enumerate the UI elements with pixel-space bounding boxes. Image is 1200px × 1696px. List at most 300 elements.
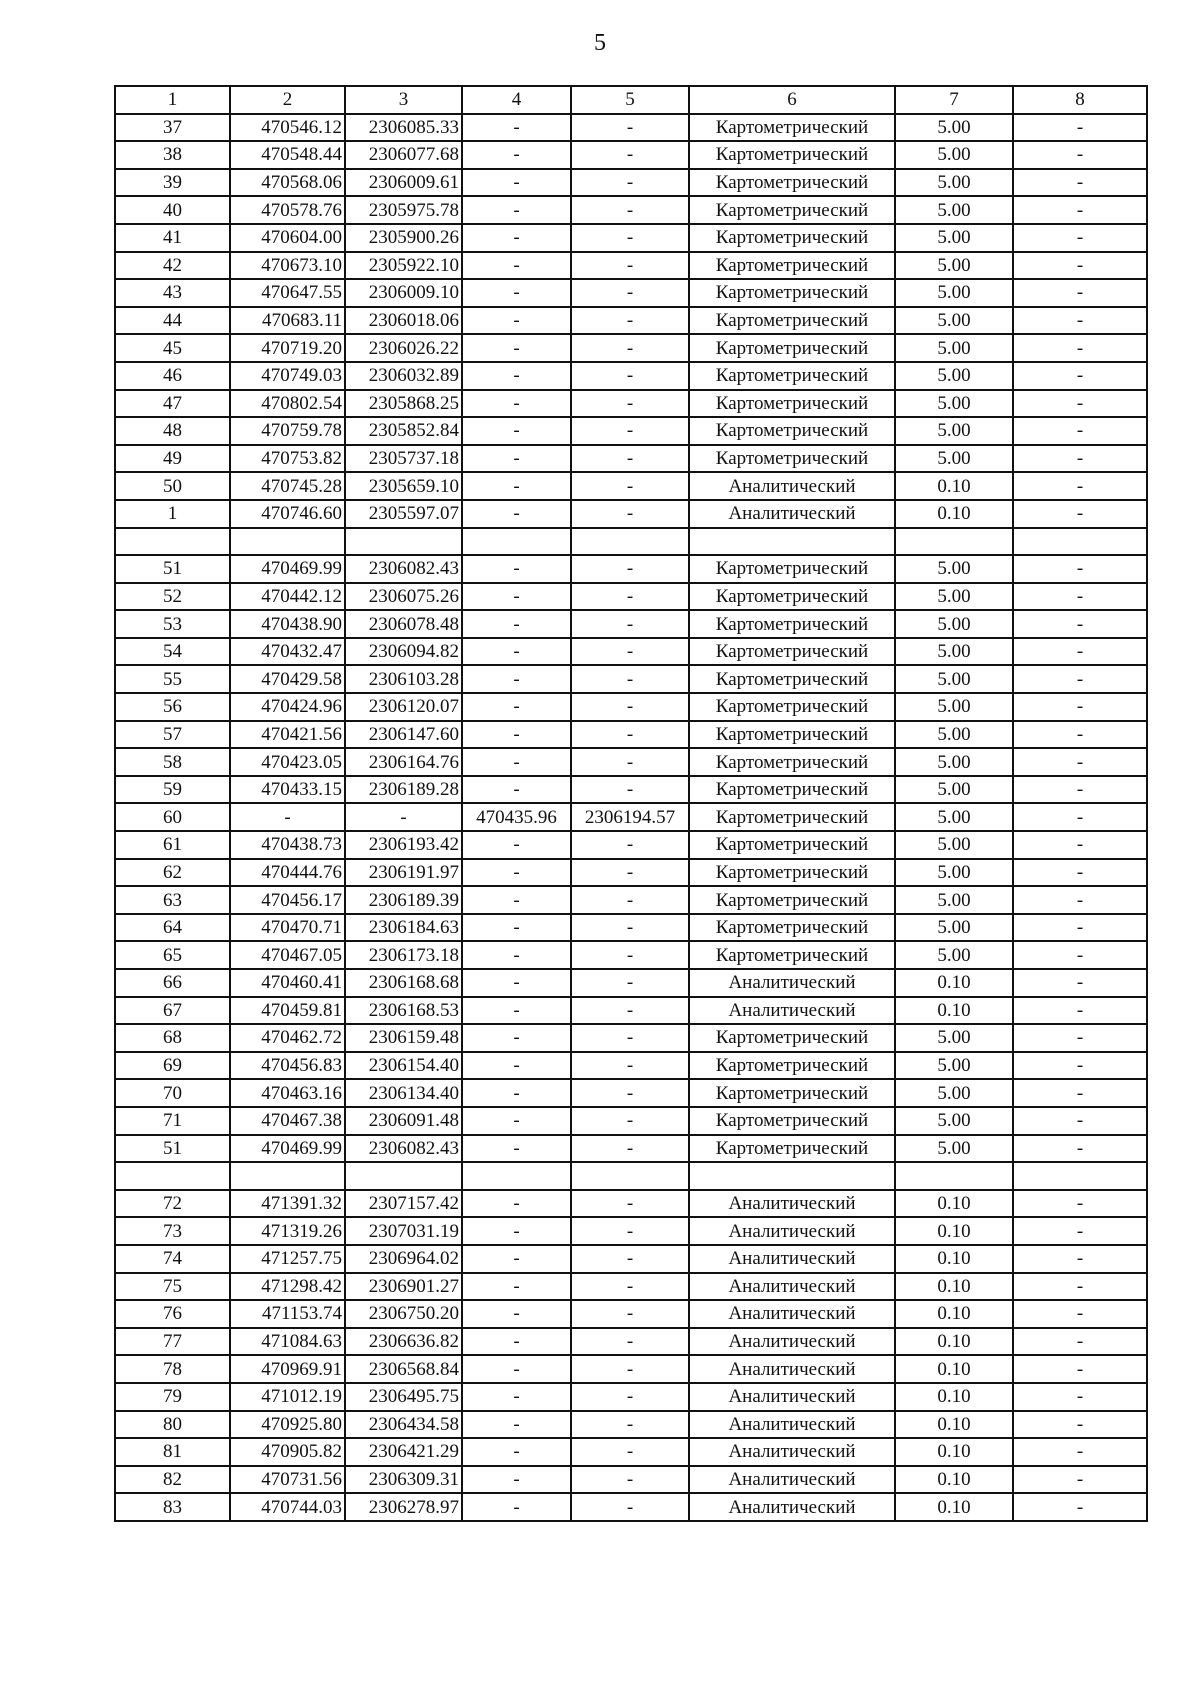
table-cell: 5.00 [895,1135,1013,1163]
table-cell: 2306082.43 [345,1135,462,1163]
table-cell: 56 [115,693,230,721]
table-cell: Картометрический [689,776,895,804]
table-cell: 470719.20 [230,334,345,362]
table-cell: - [1013,721,1147,749]
table-cell: - [571,1135,689,1163]
table-row [115,1466,1147,1494]
table-cell: - [571,1052,689,1080]
table-cell: 2306568.84 [345,1355,462,1383]
table-cell: - [571,279,689,307]
table-cell: 80 [115,1411,230,1439]
table-cell: 0.10 [895,1190,1013,1218]
table-cell: 37 [115,114,230,142]
table-cell: - [1013,997,1147,1025]
table-row [115,252,1147,280]
table-cell: 470746.60 [230,500,345,528]
table-cell: Картометрический [689,307,895,335]
table-cell: - [462,969,571,997]
table-cell: 2306901.27 [345,1273,462,1301]
table-cell: 470467.05 [230,941,345,969]
table-cell: Картометрический [689,665,895,693]
table-cell: Аналитический [689,969,895,997]
table-cell: 471084.63 [230,1328,345,1356]
table-cell: 470969.91 [230,1355,345,1383]
table-cell: - [571,362,689,390]
table-cell: 470442.12 [230,583,345,611]
table-row [115,1355,1147,1383]
table-cell: - [462,831,571,859]
table-cell: Картометрический [689,1107,895,1135]
table-cell: - [1013,1217,1147,1245]
table-cell: - [571,1466,689,1494]
table-header-row [115,86,1147,114]
table-cell: 49 [115,445,230,473]
table-cell: 471257.75 [230,1245,345,1273]
table-cell: 2306147.60 [345,721,462,749]
table-row [115,1217,1147,1245]
table-cell: - [1013,638,1147,666]
table-cell: - [1013,1190,1147,1218]
table-cell: Аналитический [689,1300,895,1328]
table-cell: - [1013,693,1147,721]
table-row [115,1493,1147,1521]
table-cell [1013,528,1147,556]
table-cell: 0.10 [895,1466,1013,1494]
table-cell: 5.00 [895,141,1013,169]
column-header: 7 [895,86,1013,114]
table-cell: 2306159.48 [345,1024,462,1052]
table-cell: 5.00 [895,610,1013,638]
table-row [115,1190,1147,1218]
table-cell: 5.00 [895,803,1013,831]
table-cell: Картометрический [689,941,895,969]
table-cell: 51 [115,555,230,583]
table-cell: 5.00 [895,445,1013,473]
table-cell: Аналитический [689,1493,895,1521]
table-cell: - [571,748,689,776]
table-cell: 1 [115,500,230,528]
table-cell: 2306085.33 [345,114,462,142]
table-cell: - [462,1438,571,1466]
table-cell: 2306009.10 [345,279,462,307]
table-cell: - [462,279,571,307]
table-row [115,334,1147,362]
table-cell: - [462,1466,571,1494]
table-cell: 64 [115,914,230,942]
table-cell: 48 [115,417,230,445]
table-cell: - [462,169,571,197]
table-cell: 0.10 [895,1273,1013,1301]
table-row [115,997,1147,1025]
table-cell: - [1013,196,1147,224]
table-row [115,196,1147,224]
table-cell: 2306164.76 [345,748,462,776]
table-cell: 471319.26 [230,1217,345,1245]
table-cell: 0.10 [895,1328,1013,1356]
table-cell: - [462,1411,571,1439]
table-cell: 470469.99 [230,555,345,583]
table-cell: 2306094.82 [345,638,462,666]
table-cell: 2306636.82 [345,1328,462,1356]
table-cell: - [571,1107,689,1135]
table-cell: 5.00 [895,1024,1013,1052]
table-cell: Картометрический [689,169,895,197]
table-cell: - [462,1052,571,1080]
table-cell: 2305868.25 [345,390,462,418]
table-cell: 470456.83 [230,1052,345,1080]
table-cell: 470459.81 [230,997,345,1025]
table-cell: - [1013,1052,1147,1080]
table-cell: - [1013,169,1147,197]
table-cell: - [571,114,689,142]
table-cell: 470470.71 [230,914,345,942]
table-cell: 0.10 [895,472,1013,500]
table-cell: 470925.80 [230,1411,345,1439]
table-cell: 39 [115,169,230,197]
column-header: 1 [115,86,230,114]
table-cell: - [462,1107,571,1135]
table-cell: - [1013,1411,1147,1439]
table-cell [462,528,571,556]
table-cell: - [345,803,462,831]
table-cell: 5.00 [895,362,1013,390]
table-cell: 2306184.63 [345,914,462,942]
table-cell: - [462,500,571,528]
table-cell: 2306309.31 [345,1466,462,1494]
table-cell: - [462,362,571,390]
table-cell: 60 [115,803,230,831]
table-cell: Картометрический [689,859,895,887]
table-cell: Аналитический [689,1466,895,1494]
table-cell: 5.00 [895,555,1013,583]
table-cell: 470462.72 [230,1024,345,1052]
table-cell: - [462,252,571,280]
table-cell: - [1013,1273,1147,1301]
table-cell: - [230,803,345,831]
table-cell: 58 [115,748,230,776]
table-row [115,1273,1147,1301]
table-row [115,693,1147,721]
table-cell: 5.00 [895,859,1013,887]
table-row [115,1245,1147,1273]
table-cell: Картометрический [689,914,895,942]
table-cell: Картометрический [689,1135,895,1163]
table-cell [689,528,895,556]
table-cell: 2306750.20 [345,1300,462,1328]
column-header: 8 [1013,86,1147,114]
table-cell: 2305975.78 [345,196,462,224]
table-row [115,776,1147,804]
table-cell: - [571,500,689,528]
table-cell: 2306032.89 [345,362,462,390]
table-cell: 2306082.43 [345,555,462,583]
table-cell: - [1013,1135,1147,1163]
table-cell: Картометрический [689,224,895,252]
table-cell: - [1013,748,1147,776]
table-cell: - [571,941,689,969]
table-cell: 59 [115,776,230,804]
table-cell: 471298.42 [230,1273,345,1301]
table-cell: 470433.15 [230,776,345,804]
table-cell: 2307031.19 [345,1217,462,1245]
table-cell: 0.10 [895,1411,1013,1439]
table-cell: Картометрический [689,362,895,390]
table-cell: - [462,390,571,418]
table-cell [230,528,345,556]
table-cell: 470568.06 [230,169,345,197]
table-cell: 470905.82 [230,1438,345,1466]
table-cell: 470467.38 [230,1107,345,1135]
table-cell: 62 [115,859,230,887]
table-cell: - [1013,334,1147,362]
table-cell: - [1013,1300,1147,1328]
table-cell: 5.00 [895,721,1013,749]
table-cell: 0.10 [895,969,1013,997]
table-cell: 50 [115,472,230,500]
table-cell: 5.00 [895,831,1013,859]
table-cell: 5.00 [895,196,1013,224]
table-cell: - [1013,279,1147,307]
table-cell: - [1013,941,1147,969]
table-cell: 5.00 [895,417,1013,445]
table-cell: 43 [115,279,230,307]
table-cell: 40 [115,196,230,224]
table-cell: - [571,1245,689,1273]
table-row [115,941,1147,969]
table-cell: 470546.12 [230,114,345,142]
table-cell: - [1013,803,1147,831]
table-cell: - [571,1079,689,1107]
table-body [115,114,1147,1521]
coordinates-table [114,85,1148,1522]
table-cell: - [571,776,689,804]
table-cell: 470421.56 [230,721,345,749]
table-cell: 2306278.97 [345,1493,462,1521]
table-cell: 5.00 [895,224,1013,252]
table-cell: - [571,307,689,335]
table-cell: - [1013,252,1147,280]
table-cell: 46 [115,362,230,390]
table-cell: - [462,417,571,445]
table-cell: Картометрический [689,417,895,445]
table-row [115,224,1147,252]
table-cell: - [462,141,571,169]
table-cell: - [462,224,571,252]
table-cell [895,528,1013,556]
table-cell: 2306189.39 [345,886,462,914]
table-cell: - [462,1355,571,1383]
table-cell: 72 [115,1190,230,1218]
table-row [115,1383,1147,1411]
table-row [115,859,1147,887]
table-cell: - [1013,417,1147,445]
table-cell: 2306091.48 [345,1107,462,1135]
table-cell: 5.00 [895,114,1013,142]
table-cell: - [571,1024,689,1052]
table-cell: - [462,472,571,500]
table-cell: - [462,1024,571,1052]
table-cell: 2306154.40 [345,1052,462,1080]
table-cell: 2305597.07 [345,500,462,528]
table-cell: 2305737.18 [345,445,462,473]
table-cell: - [571,1300,689,1328]
table-row [115,748,1147,776]
table-cell: 470749.03 [230,362,345,390]
table-cell: 67 [115,997,230,1025]
table-cell: - [571,1273,689,1301]
table-cell: 2306134.40 [345,1079,462,1107]
table-cell: - [462,1079,571,1107]
table-cell: 2306191.97 [345,859,462,887]
table-cell: - [1013,1438,1147,1466]
table-cell: 61 [115,831,230,859]
table-cell: 2306075.26 [345,583,462,611]
table-cell: - [571,1438,689,1466]
table-cell: 57 [115,721,230,749]
table-cell: 5.00 [895,941,1013,969]
table-cell: 83 [115,1493,230,1521]
table-cell: 2305922.10 [345,252,462,280]
table-row [115,169,1147,197]
table-cell: 75 [115,1273,230,1301]
column-header: 4 [462,86,571,114]
table-cell: 470444.76 [230,859,345,887]
table-cell: 53 [115,610,230,638]
table-cell: - [1013,307,1147,335]
table-row [115,1052,1147,1080]
table-cell: 0.10 [895,1355,1013,1383]
table-cell: 471391.32 [230,1190,345,1218]
table-cell: 82 [115,1466,230,1494]
table-cell: - [1013,141,1147,169]
table-cell: 2306103.28 [345,665,462,693]
table-cell: 5.00 [895,279,1013,307]
table-cell: 2306434.58 [345,1411,462,1439]
table-cell: 65 [115,941,230,969]
table-cell: 45 [115,334,230,362]
table-cell: Картометрический [689,1052,895,1080]
table-row [115,1300,1147,1328]
table-cell: 5.00 [895,886,1013,914]
table-cell: - [1013,1024,1147,1052]
table-cell: Картометрический [689,721,895,749]
table-cell: 471153.74 [230,1300,345,1328]
table-cell: Картометрический [689,831,895,859]
table-cell: 470460.41 [230,969,345,997]
table-cell: 5.00 [895,307,1013,335]
table-cell: - [1013,610,1147,638]
table-cell: - [462,941,571,969]
table-cell: - [462,307,571,335]
table-row [115,1079,1147,1107]
table-cell: 2306120.07 [345,693,462,721]
table-cell [345,1162,462,1190]
table-cell: Картометрический [689,610,895,638]
table-cell: 0.10 [895,1493,1013,1521]
table-cell: 2306421.29 [345,1438,462,1466]
table-cell: 79 [115,1383,230,1411]
table-cell: 2306964.02 [345,1245,462,1273]
table-cell: - [571,721,689,749]
table-cell: - [462,748,571,776]
table-cell: 2305852.84 [345,417,462,445]
table-cell: - [462,1383,571,1411]
table-cell: 5.00 [895,252,1013,280]
table-cell: 470802.54 [230,390,345,418]
table-cell: 2306078.48 [345,610,462,638]
table-cell: - [462,1190,571,1218]
table-cell: - [571,169,689,197]
table-cell: 0.10 [895,1300,1013,1328]
table-row [115,1328,1147,1356]
table-cell: 470753.82 [230,445,345,473]
table-cell: - [1013,886,1147,914]
table-cell: 5.00 [895,748,1013,776]
table-cell: 74 [115,1245,230,1273]
table-row [115,472,1147,500]
table-cell: Картометрический [689,334,895,362]
table-row [115,1107,1147,1135]
table-cell: 5.00 [895,693,1013,721]
table-cell: 63 [115,886,230,914]
table-cell: - [462,1493,571,1521]
table-cell: 38 [115,141,230,169]
table-cell: - [1013,1383,1147,1411]
table-cell: 69 [115,1052,230,1080]
table-cell [571,528,689,556]
table-row [115,969,1147,997]
table-cell [895,1162,1013,1190]
table-cell: - [571,390,689,418]
table-cell: - [571,693,689,721]
table-row [115,1135,1147,1163]
table-cell: - [571,141,689,169]
table-cell: 470463.16 [230,1079,345,1107]
table-cell: 470456.17 [230,886,345,914]
table-cell: - [571,638,689,666]
table-cell: - [571,665,689,693]
table-cell: Картометрический [689,886,895,914]
table-cell: Аналитический [689,997,895,1025]
table-cell: 0.10 [895,1438,1013,1466]
table-row [115,555,1147,583]
table-cell: 2306189.28 [345,776,462,804]
table-cell: 470423.05 [230,748,345,776]
table-cell: Аналитический [689,472,895,500]
table-cell: 5.00 [895,1052,1013,1080]
table-row [115,390,1147,418]
table-cell: 2306168.53 [345,997,462,1025]
table-cell: - [462,638,571,666]
table-cell: - [462,1135,571,1163]
table-cell: - [462,1328,571,1356]
table-cell: 2307157.42 [345,1190,462,1218]
table-cell: 66 [115,969,230,997]
table-cell: 78 [115,1355,230,1383]
table-cell: - [571,969,689,997]
table-cell: - [462,665,571,693]
table-row [115,141,1147,169]
table-cell: - [1013,114,1147,142]
table-row [115,610,1147,638]
table-cell: 470578.76 [230,196,345,224]
column-header: 6 [689,86,895,114]
table-cell: Картометрический [689,748,895,776]
table-cell: - [571,252,689,280]
table-row [115,721,1147,749]
table-cell: - [462,610,571,638]
table-cell: 5.00 [895,334,1013,362]
